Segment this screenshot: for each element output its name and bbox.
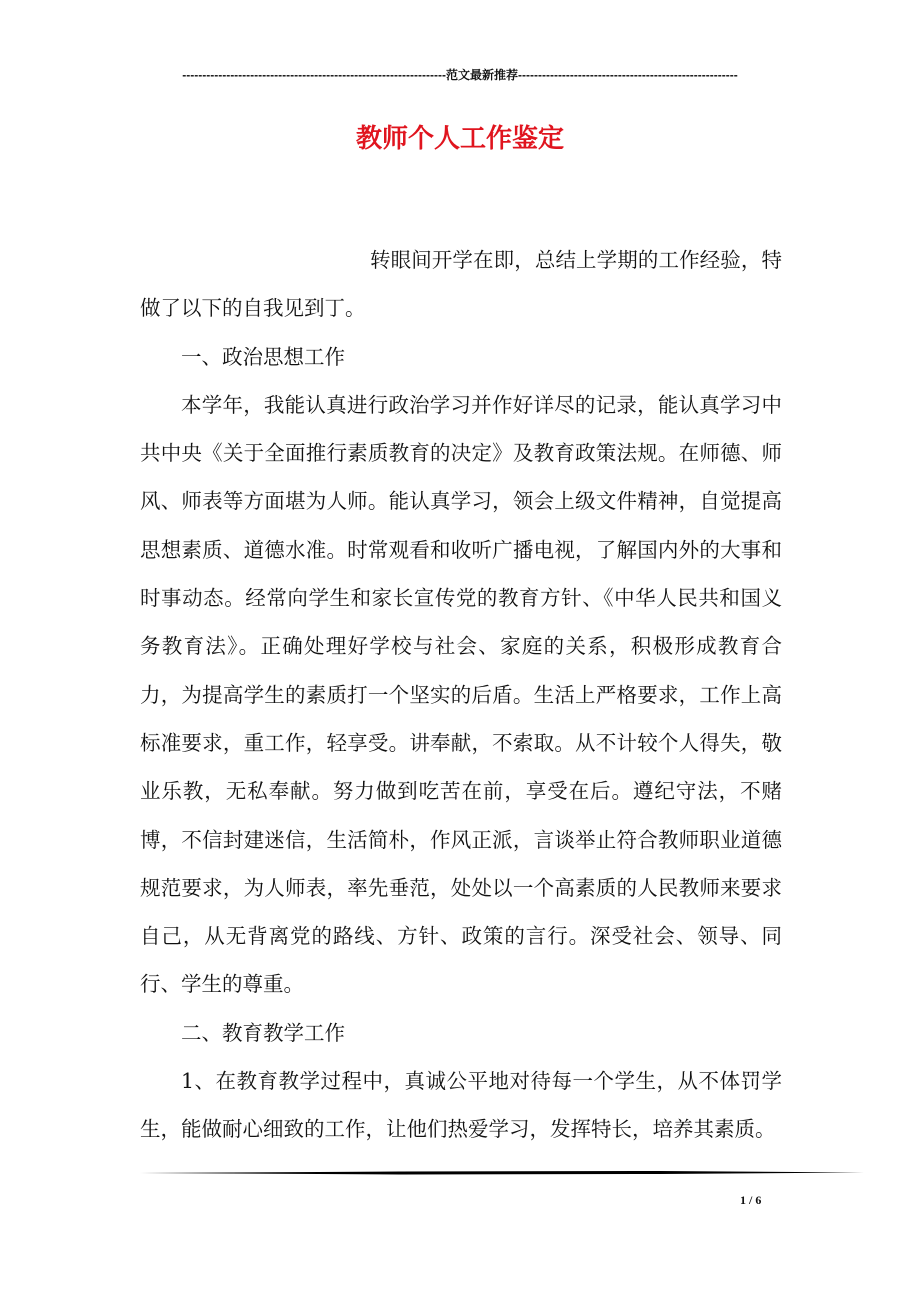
footer-divider [140, 1164, 864, 1182]
politics-paragraph: 本学年，我能认真进行政治学习并作好详尽的记录，能认真学习中共中央《关于全面推行素质教育的决定》及教育政策法规。在师德、师风、师表等方面堪为人师。能认真学习，领会上级文件精神，自觉提高思想素质、道德水准。时常观看和收听广播电视，了解国内外的大事和时事动态。经常向学生和家长宣传党的教育方针、《中华人民共和国义务教育法》。正确处理好学校与社会、家庭的关系，积极形成教育合力，为提高学生的素质打一个坚实的后盾。生活上严格要求，工作上高标准要求，重工作，轻享受。讲奉献，不索取。从不计较个人得失，敬业乐教，无私奉献。努力做到吃苦在前，享受在后。遵纪守法，不赌博，不信封建迷信，生活简朴，作风正派，言谈举止符合教师职业道德规范要求，为人师表，率先垂范，处处以一个高素质的人民教师来要求自己，从无背离党的路线、方针、政策的言行。深受社会、领导、同行、学生的尊重。 [140, 392, 782, 997]
running-header: ------------------------------------------------------------------范文最新推荐------------------------------------------------------- [182, 68, 738, 82]
document-body [140, 236, 782, 1154]
teaching-paragraph: 1、在教育教学过程中，真诚公平地对待每一个学生，从不体罚学生，能做耐心细致的工作，让他们热爱学习，发挥特长，培养其素质。 [140, 1069, 782, 1142]
document-title: 教师个人工作鉴定 [355, 124, 564, 154]
page-number: 1 / 6 [740, 1193, 762, 1207]
section-heading-teaching: 二、教育教学工作 [181, 1020, 345, 1045]
intro-paragraph: 转眼间开学在即，总结上学期的工作经验，特做了以下的自我见到丁。 [140, 248, 782, 321]
section-heading-politics: 一、政治思想工作 [181, 344, 345, 369]
